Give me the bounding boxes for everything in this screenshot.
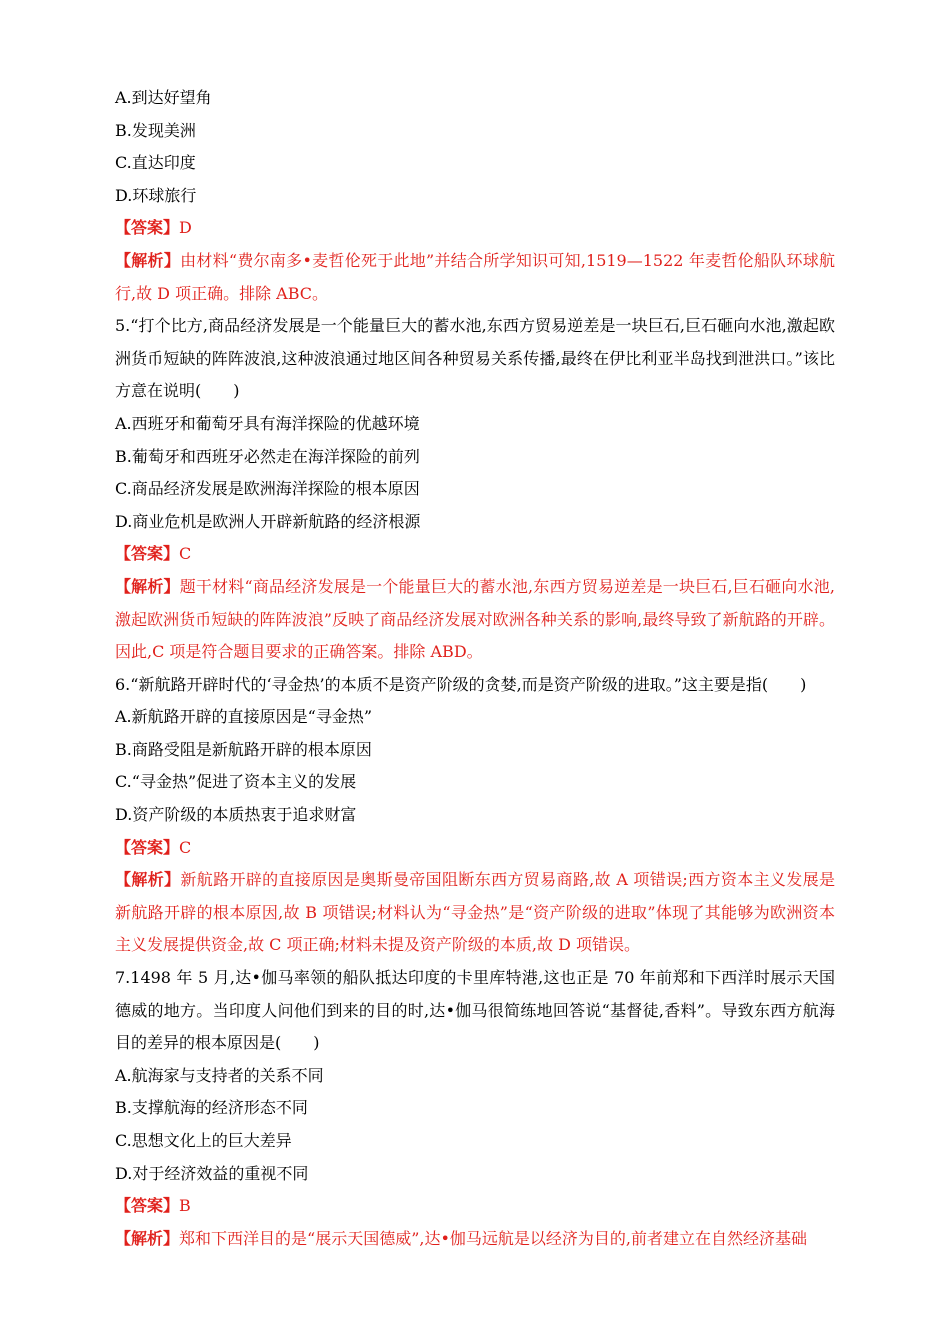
answer-tag: 【答案】 [115,218,180,238]
answer-value: B [179,1196,191,1216]
analysis-tag: 【解析】 [115,576,180,596]
analysis-paragraph [115,245,835,310]
answer-tag: 【答案】 [115,544,180,564]
analysis-text: 郑和下西洋目的是“展示天国德威”,达•伽马远航是以经济为目的,前者建立在自然经济基础 [179,1228,807,1248]
answer-value: C [179,544,192,564]
option-line: A.新航路开辟的直接原因是“寻金热” [115,707,373,727]
option-line: D.环球旅行 [115,185,197,205]
analysis-text: 题干材料“商品经济发展是一个能量巨大的蓄水池,东西方贸易逆差是一块巨石,巨石砸向水池,激起欧洲货币短缺的阵阵波浪”反映了商品经济发展对欧洲各种关系的影响,最终导致了新航路的开辟。因此,C 项是符合题目要求的正确答案。排除 ABD。 [115,576,835,662]
answer-line [115,1190,835,1223]
answer-tag: 【答案】 [115,1196,180,1216]
option-line: A.到达好望角 [115,88,212,107]
option-line: B.商路受阻是新航路开辟的根本原因 [115,739,372,759]
option-line: D.对于经济效益的重视不同 [115,1163,309,1183]
option-line: C.直达印度 [115,153,196,173]
option-line: C.“寻金热”促进了资本主义的发展 [115,772,357,792]
answer-line [115,538,835,571]
analysis-tag: 【解析】 [115,1228,180,1248]
question-stem: 7.1498 年 5 月,达•伽马率领的船队抵达印度的卡里库特港,这也正是 70 年前郑和下西洋时展示天国德威的地方。当印度人问他们到来的目的时,达•伽马很简练地回答说“基督徒,香料”。导致东西方航海目的差异的根本原因是( ) [115,968,835,1053]
answer-line [115,212,835,245]
document-page [115,82,835,1255]
answer-value: D [179,218,192,238]
analysis-paragraph [115,864,835,962]
answer-tag: 【答案】 [115,837,180,857]
option-line: D.资产阶级的本质热衷于追求财富 [115,805,357,825]
analysis-text: 由材料“费尔南多•麦哲伦死于此地”并结合所学知识可知,1519—1522 年麦哲伦船队环球航行,故 D 项正确。排除 ABC。 [115,250,835,303]
analysis-tag: 【解析】 [115,870,181,890]
analysis-paragraph [115,1223,835,1256]
option-line: D.商业危机是欧洲人开辟新航路的经济根源 [115,511,421,531]
answer-line [115,832,835,865]
option-line: B.葡萄牙和西班牙必然走在海洋探险的前列 [115,446,420,466]
option-line: C.商品经济发展是欧洲海洋探险的根本原因 [115,479,420,499]
analysis-paragraph [115,571,835,669]
analysis-text: 新航路开辟的直接原因是奥斯曼帝国阻断东西方贸易商路,故 A 项错误;西方资本主义发展是新航路开辟的根本原因,故 B 项错误;材料认为“寻金热”是“资产阶级的进取”体现了其能够为欧洲资本主义发展提供资金,故 C 项正确;材料未提及资产阶级的本质,故 D 项错误。 [115,870,835,955]
answer-value: C [179,837,192,857]
question-stem: 5.“打个比方,商品经济发展是一个能量巨大的蓄水池,东西方贸易逆差是一块巨石,巨石砸向水池,激起欧洲货币短缺的阵阵波浪,这种波浪通过地区间各种贸易关系传播,最终在伊比利亚半岛找到泄洪口。”该比方意在说明( ) [115,316,835,401]
option-line: B.支撑航海的经济形态不同 [115,1098,308,1118]
option-line: B.发现美洲 [115,120,196,140]
question-stem: 6.“新航路开辟时代的‘寻金热’的本质不是资产阶级的贪婪,而是资产阶级的进取。”这主要是指( ) [115,674,807,694]
option-line: C.思想文化上的巨大差异 [115,1131,292,1150]
option-line: A.西班牙和葡萄牙具有海洋探险的优越环境 [115,413,420,433]
option-line: A.航海家与支持者的关系不同 [115,1065,324,1085]
analysis-tag: 【解析】 [115,250,181,270]
